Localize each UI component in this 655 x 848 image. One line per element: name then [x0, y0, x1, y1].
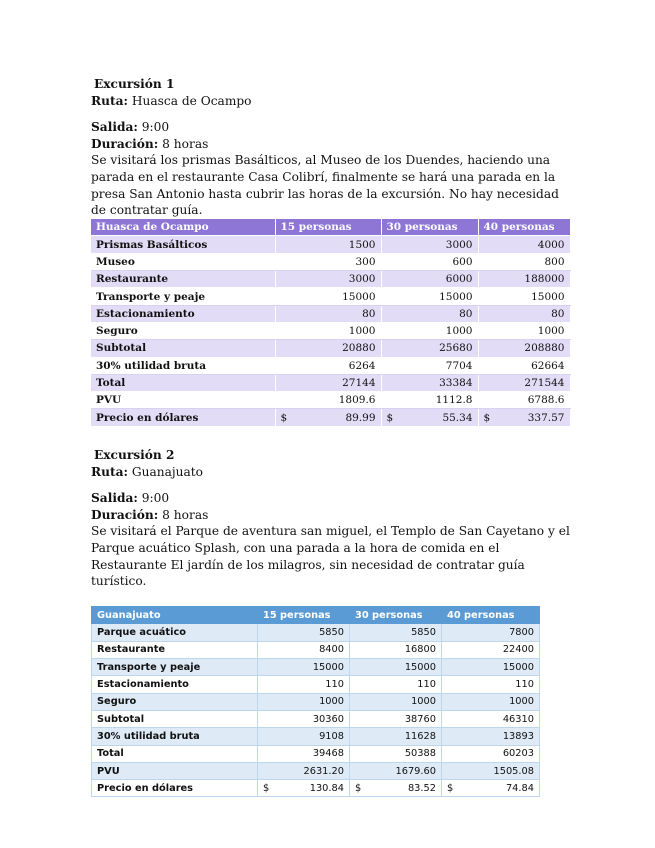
- cell-value: 80: [478, 305, 570, 322]
- excursion-1-route: Ruta: Huasca de Ocampo: [91, 93, 252, 108]
- row-label: Transporte y peaje: [91, 288, 275, 305]
- excursion-1-description: Se visitará los prismas Basálticos, al Museo de los Duendes, haciendo una parada en el restaurante Casa Colibrí, finalmente se hará una parada en la presa San Antonio hasta cubrir las horas de la excursión. No hay necesidad de contratar guía.: [91, 153, 559, 218]
- row-label: Precio en dólares: [92, 780, 258, 797]
- usd-amount: 74.84: [505, 782, 534, 794]
- cell-value: 271544: [478, 374, 570, 391]
- usd-price-row: [92, 780, 540, 797]
- row-label: PVU: [91, 392, 275, 409]
- cell-value: 30360: [258, 710, 350, 727]
- row-label: Precio en dólares: [91, 409, 275, 426]
- cell-value: 16800: [350, 641, 442, 658]
- cell-value: 80: [275, 305, 381, 322]
- cell-value: 110: [258, 676, 350, 693]
- table-header-cell: 30 personas: [350, 607, 442, 624]
- table-row: [92, 693, 540, 710]
- cell-value: 208880: [478, 340, 570, 357]
- money-value: [263, 783, 344, 794]
- row-label: Transporte y peaje: [92, 659, 258, 676]
- cell-value: 2631.20: [258, 762, 350, 779]
- currency-symbol: $: [355, 782, 362, 794]
- row-label: Subtotal: [92, 710, 258, 727]
- cell-value: 80: [381, 305, 478, 322]
- cell-value: 1000: [442, 693, 540, 710]
- usd-price-cell: [381, 409, 478, 426]
- usd-amount: 83.52: [407, 782, 436, 794]
- excursion-2-description: Se visitará el Parque de aventura san miguel, el Templo de San Cayetano y el Parque acuático Splash, con una parada a la hora de comida en el Restaurante El jardín de los milagros, sin necesidad de contratar guía turístico.: [91, 524, 570, 589]
- table-header-row: [92, 607, 540, 624]
- table-header-cell: 30 personas: [381, 219, 478, 236]
- table-header-cell: 15 personas: [275, 219, 381, 236]
- excursion-1-departure: Salida: 9:00: [91, 120, 170, 135]
- row-label: Estacionamiento: [92, 676, 258, 693]
- usd-amount: 130.84: [309, 782, 344, 794]
- table-row: [92, 728, 540, 745]
- cell-value: 25680: [381, 340, 478, 357]
- excursion-2-departure: Salida: 9:00: [91, 491, 170, 506]
- row-label: Total: [92, 745, 258, 762]
- table-row: [91, 305, 570, 322]
- row-label: Total: [91, 374, 275, 391]
- cell-value: 15000: [381, 288, 478, 305]
- table-row: [92, 710, 540, 727]
- excursion-1-duration: Duración: 8 horas: [91, 136, 209, 151]
- money-value: [281, 412, 376, 424]
- cell-value: 110: [350, 676, 442, 693]
- cell-value: 7800: [442, 624, 540, 641]
- table-row: [92, 624, 540, 641]
- cell-value: 46310: [442, 710, 540, 727]
- currency-symbol: $: [280, 411, 288, 424]
- cell-value: 8400: [258, 641, 350, 658]
- cell-value: 11628: [350, 728, 442, 745]
- cell-value: 1679.60: [350, 762, 442, 779]
- table-header-cell: 40 personas: [442, 607, 540, 624]
- excursion-1-title: Excursión 1: [94, 77, 175, 91]
- cell-value: 300: [275, 253, 381, 270]
- cell-value: 33384: [381, 374, 478, 391]
- money-value: [355, 783, 436, 794]
- cell-value: 60203: [442, 745, 540, 762]
- table-header-cell: 40 personas: [478, 219, 570, 236]
- cell-value: 800: [478, 253, 570, 270]
- money-value: [387, 412, 473, 424]
- table-row: [91, 340, 570, 357]
- cell-value: 15000: [478, 288, 570, 305]
- cell-value: 6264: [275, 357, 381, 374]
- cell-value: 4000: [478, 236, 570, 253]
- cell-value: 1505.08: [442, 762, 540, 779]
- cell-value: 3000: [381, 236, 478, 253]
- usd-price-row: [91, 409, 570, 426]
- row-label: PVU: [92, 762, 258, 779]
- table-row: [91, 288, 570, 305]
- cell-value: 1000: [258, 693, 350, 710]
- currency-symbol: $: [447, 782, 454, 794]
- cell-value: 600: [381, 253, 478, 270]
- table-row: [92, 659, 540, 676]
- row-label: Parque acuático: [92, 624, 258, 641]
- currency-symbol: $: [483, 411, 491, 424]
- table-row: [91, 253, 570, 270]
- row-label: 30% utilidad bruta: [91, 357, 275, 374]
- cell-value: 38760: [350, 710, 442, 727]
- cell-value: 110: [442, 676, 540, 693]
- cell-value: 13893: [442, 728, 540, 745]
- table-header-cell: Huasca de Ocampo: [91, 219, 275, 236]
- cell-value: 15000: [258, 659, 350, 676]
- cell-value: 1000: [350, 693, 442, 710]
- cell-value: 188000: [478, 271, 570, 288]
- excursion-2-title: Excursión 2: [94, 448, 175, 462]
- table-row: [91, 374, 570, 391]
- usd-price-cell: [275, 409, 381, 426]
- cell-value: 1500: [275, 236, 381, 253]
- excursion-2-route: Ruta: Guanajuato: [91, 464, 203, 479]
- cell-value: 6000: [381, 271, 478, 288]
- table-header-cell: Guanajuato: [92, 607, 258, 624]
- excursion-2-cost-table: [91, 606, 540, 797]
- row-label: Prismas Basálticos: [91, 236, 275, 253]
- row-label: Estacionamiento: [91, 305, 275, 322]
- cell-value: 1000: [478, 322, 570, 339]
- cell-value: 5850: [350, 624, 442, 641]
- table-row: [91, 271, 570, 288]
- cell-value: 1112.8: [381, 392, 478, 409]
- cell-value: 39468: [258, 745, 350, 762]
- cell-value: 62664: [478, 357, 570, 374]
- excursion-2-duration: Duración: 8 horas: [91, 507, 209, 522]
- cell-value: 6788.6: [478, 392, 570, 409]
- table-row: [91, 236, 570, 253]
- usd-amount: 337.57: [527, 411, 565, 424]
- cell-value: 7704: [381, 357, 478, 374]
- row-label: Seguro: [92, 693, 258, 710]
- money-value: [484, 412, 565, 424]
- table-row: [92, 762, 540, 779]
- usd-amount: 89.99: [345, 411, 376, 424]
- usd-price-cell: [478, 409, 570, 426]
- table-row: [91, 392, 570, 409]
- table-row: [92, 676, 540, 693]
- table-row: [92, 745, 540, 762]
- row-label: Museo: [91, 253, 275, 270]
- cell-value: 15000: [275, 288, 381, 305]
- table-row: [92, 641, 540, 658]
- cell-value: 9108: [258, 728, 350, 745]
- table-header-cell: 15 personas: [258, 607, 350, 624]
- table-row: [91, 357, 570, 374]
- cell-value: 27144: [275, 374, 381, 391]
- row-label: 30% utilidad bruta: [92, 728, 258, 745]
- table-row: [91, 322, 570, 339]
- cell-value: 15000: [442, 659, 540, 676]
- currency-symbol: $: [263, 782, 270, 794]
- cell-value: 3000: [275, 271, 381, 288]
- cell-value: 5850: [258, 624, 350, 641]
- row-label: Restaurante: [91, 271, 275, 288]
- cell-value: 1000: [381, 322, 478, 339]
- usd-price-cell: [350, 780, 442, 797]
- excursion-2-section: [91, 447, 571, 797]
- table-header-row: [91, 219, 570, 236]
- cell-value: 1809.6: [275, 392, 381, 409]
- row-label: Subtotal: [91, 340, 275, 357]
- currency-symbol: $: [386, 411, 394, 424]
- excursion-1-section: [91, 76, 571, 427]
- usd-price-cell: [258, 780, 350, 797]
- cell-value: 22400: [442, 641, 540, 658]
- cell-value: 15000: [350, 659, 442, 676]
- cell-value: 50388: [350, 745, 442, 762]
- usd-price-cell: [442, 780, 540, 797]
- money-value: [447, 783, 534, 794]
- cell-value: 20880: [275, 340, 381, 357]
- excursion-1-cost-table: [91, 219, 571, 427]
- usd-amount: 55.34: [442, 411, 473, 424]
- row-label: Restaurante: [92, 641, 258, 658]
- cell-value: 1000: [275, 322, 381, 339]
- row-label: Seguro: [91, 322, 275, 339]
